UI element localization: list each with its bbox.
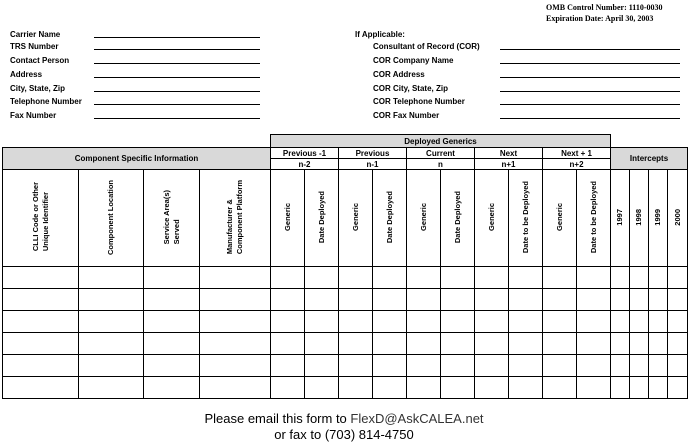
- address-label: Address: [10, 70, 43, 79]
- table-cell[interactable]: [649, 377, 668, 399]
- table-cell[interactable]: [144, 267, 200, 289]
- address-field[interactable]: [94, 77, 260, 78]
- table-cell[interactable]: [475, 311, 509, 333]
- table-cell[interactable]: [649, 311, 668, 333]
- table-cell[interactable]: [441, 377, 475, 399]
- generic-group-sub: n: [407, 159, 475, 170]
- city-state-zip-field[interactable]: [94, 91, 260, 92]
- cor-fax-number-label: COR Fax Number: [373, 111, 440, 120]
- generic-group-header: Previous: [339, 148, 407, 159]
- table-cell[interactable]: [630, 355, 649, 377]
- table-cell[interactable]: [271, 355, 305, 377]
- service-areas-header: Service Area(s) Served: [144, 170, 200, 267]
- table-cell[interactable]: [475, 333, 509, 355]
- date-col-header: Date Deployed: [305, 170, 339, 267]
- table-cell[interactable]: [543, 377, 577, 399]
- table-cell[interactable]: [373, 333, 407, 355]
- fax-number-field[interactable]: [94, 118, 260, 119]
- carrier-name-field[interactable]: [94, 37, 260, 38]
- generic-group-sub: n-1: [339, 159, 407, 170]
- table-cell[interactable]: [200, 267, 271, 289]
- table-cell[interactable]: [509, 355, 543, 377]
- table-cell[interactable]: [407, 311, 441, 333]
- table-cell[interactable]: [475, 377, 509, 399]
- table-cell[interactable]: [630, 377, 649, 399]
- table-cell[interactable]: [407, 289, 441, 311]
- table-cell[interactable]: [441, 333, 475, 355]
- table-row: [3, 333, 688, 355]
- fax-number-label: Fax Number: [10, 111, 57, 120]
- table-cell[interactable]: [577, 311, 611, 333]
- table-cell[interactable]: [630, 311, 649, 333]
- table-cell[interactable]: [305, 289, 339, 311]
- cor-company-name-field[interactable]: [500, 63, 680, 64]
- generic-col-header: Generic: [475, 170, 509, 267]
- intercepts-header: Intercepts: [611, 148, 688, 170]
- table-cell[interactable]: [668, 377, 688, 399]
- deployed-generics-header: Deployed Generics: [271, 135, 611, 148]
- omb-expiration-date: Expiration Date: April 30, 2003: [546, 14, 654, 23]
- table-cell[interactable]: [79, 377, 144, 399]
- table-cell[interactable]: [144, 355, 200, 377]
- footer-email-prefix: Please email this form to: [204, 411, 351, 426]
- table-cell[interactable]: [668, 267, 688, 289]
- table-cell[interactable]: [577, 377, 611, 399]
- table-cell[interactable]: [79, 333, 144, 355]
- table-cell[interactable]: [144, 311, 200, 333]
- table-cell[interactable]: [339, 377, 373, 399]
- if-applicable-heading: If Applicable:: [355, 30, 405, 39]
- table-cell[interactable]: [271, 377, 305, 399]
- carrier-name-label: Carrier Name: [10, 30, 61, 39]
- table-cell[interactable]: [475, 355, 509, 377]
- table-cell[interactable]: [543, 267, 577, 289]
- component-info-header: Component Specific Information: [3, 148, 271, 170]
- generic-group-sub: n+1: [475, 159, 543, 170]
- table-cell[interactable]: [3, 355, 79, 377]
- generic-group-header: Next: [475, 148, 543, 159]
- table-cell[interactable]: [407, 377, 441, 399]
- table-cell[interactable]: [3, 267, 79, 289]
- table-cell[interactable]: [339, 311, 373, 333]
- generic-group-header: Next + 1: [543, 148, 611, 159]
- generic-group-sub: n-2: [271, 159, 339, 170]
- table-cell[interactable]: [3, 311, 79, 333]
- generic-col-header: Generic: [339, 170, 373, 267]
- table-cell[interactable]: [200, 355, 271, 377]
- table-cell[interactable]: [543, 311, 577, 333]
- table-cell[interactable]: [79, 289, 144, 311]
- table-cell[interactable]: [630, 289, 649, 311]
- table-cell[interactable]: [668, 289, 688, 311]
- table-cell[interactable]: [543, 355, 577, 377]
- table-cell[interactable]: [509, 289, 543, 311]
- table-cell[interactable]: [577, 267, 611, 289]
- table-cell[interactable]: [271, 311, 305, 333]
- table-row: [3, 267, 688, 289]
- table-cell[interactable]: [577, 333, 611, 355]
- table-cell[interactable]: [144, 377, 200, 399]
- table-cell[interactable]: [305, 333, 339, 355]
- table-cell[interactable]: [509, 333, 543, 355]
- table-cell[interactable]: [649, 333, 668, 355]
- cor-field[interactable]: [500, 49, 680, 50]
- generic-col-header: Generic: [543, 170, 577, 267]
- table-cell[interactable]: [441, 289, 475, 311]
- table-cell[interactable]: [3, 333, 79, 355]
- table-cell[interactable]: [144, 289, 200, 311]
- table-cell[interactable]: [200, 377, 271, 399]
- table-row: [3, 355, 688, 377]
- table-cell[interactable]: [475, 267, 509, 289]
- year-col-header: 2000: [668, 170, 688, 267]
- table-cell[interactable]: [407, 355, 441, 377]
- table-cell[interactable]: [543, 289, 577, 311]
- table-cell[interactable]: [407, 267, 441, 289]
- table-cell[interactable]: [200, 333, 271, 355]
- manufacturer-header: Manufacturer & Component Platform: [200, 170, 271, 267]
- table-cell[interactable]: [373, 377, 407, 399]
- table-cell[interactable]: [649, 267, 668, 289]
- table-cell[interactable]: [305, 267, 339, 289]
- table-cell[interactable]: [611, 267, 630, 289]
- cor-city-state-zip-field[interactable]: [500, 91, 680, 92]
- generic-group-header: Previous -1: [271, 148, 339, 159]
- table-cell[interactable]: [200, 311, 271, 333]
- telephone-number-field[interactable]: [94, 104, 260, 105]
- table-cell[interactable]: [200, 289, 271, 311]
- contact-person-label: Contact Person: [10, 56, 70, 65]
- year-col-header: 1998: [630, 170, 649, 267]
- table-cell[interactable]: [373, 267, 407, 289]
- date-col-header: Date Deployed: [441, 170, 475, 267]
- table-cell[interactable]: [305, 377, 339, 399]
- table-cell[interactable]: [3, 377, 79, 399]
- table-cell[interactable]: [441, 311, 475, 333]
- table-cell[interactable]: [649, 289, 668, 311]
- table-cell[interactable]: [305, 311, 339, 333]
- table-cell[interactable]: [668, 333, 688, 355]
- table-cell[interactable]: [441, 355, 475, 377]
- table-cell[interactable]: [339, 267, 373, 289]
- generic-group-sub: n+2: [543, 159, 611, 170]
- table-cell[interactable]: [475, 289, 509, 311]
- table-cell[interactable]: [373, 289, 407, 311]
- table-cell[interactable]: [373, 355, 407, 377]
- generic-col-header: Generic: [271, 170, 305, 267]
- generic-col-header: Generic: [407, 170, 441, 267]
- city-state-zip-label: City, State, Zip: [10, 84, 65, 93]
- table-cell[interactable]: [79, 267, 144, 289]
- table-cell[interactable]: [441, 267, 475, 289]
- table-cell[interactable]: [305, 355, 339, 377]
- cor-address-label: COR Address: [373, 70, 425, 79]
- footer-email-line: [0, 411, 688, 426]
- table-body: [3, 267, 688, 399]
- cor-label: Consultant of Record (COR): [373, 42, 480, 51]
- table-cell[interactable]: [79, 311, 144, 333]
- table-cell[interactable]: [611, 377, 630, 399]
- table-cell[interactable]: [339, 333, 373, 355]
- table-cell[interactable]: [271, 267, 305, 289]
- telephone-number-label: Telephone Number: [10, 97, 82, 106]
- table-cell[interactable]: [611, 333, 630, 355]
- table-cell[interactable]: [339, 289, 373, 311]
- table-row: [3, 311, 688, 333]
- trs-number-label: TRS Number: [10, 42, 59, 51]
- year-col-header: 1999: [649, 170, 668, 267]
- table-cell[interactable]: [611, 355, 630, 377]
- footer-email-link[interactable]: FlexD@AskCALEA.net: [350, 411, 484, 426]
- table-cell[interactable]: [668, 311, 688, 333]
- table-row: [3, 377, 688, 399]
- year-col-header: 1997: [611, 170, 630, 267]
- trs-number-field[interactable]: [94, 49, 260, 50]
- contact-person-field[interactable]: [94, 63, 260, 64]
- omb-control-number: OMB Control Number: 1110-0030: [546, 3, 663, 12]
- date-col-header: Date to be Deployed: [509, 170, 543, 267]
- cor-company-name-label: COR Company Name: [373, 56, 454, 65]
- table-cell[interactable]: [339, 355, 373, 377]
- table-cell[interactable]: [630, 267, 649, 289]
- table-cell[interactable]: [509, 311, 543, 333]
- cor-fax-number-field[interactable]: [500, 118, 680, 119]
- table-cell[interactable]: [668, 355, 688, 377]
- table-cell[interactable]: [543, 333, 577, 355]
- table-cell[interactable]: [3, 289, 79, 311]
- date-col-header: Date Deployed: [373, 170, 407, 267]
- cor-telephone-number-label: COR Telephone Number: [373, 97, 465, 106]
- table-cell[interactable]: [577, 289, 611, 311]
- component-location-header: Component Location: [79, 170, 144, 267]
- table-cell[interactable]: [407, 333, 441, 355]
- generic-group-header: Current: [407, 148, 475, 159]
- date-col-header: Date to be Deployed: [577, 170, 611, 267]
- table-cell[interactable]: [271, 289, 305, 311]
- table-cell[interactable]: [144, 333, 200, 355]
- cor-address-field[interactable]: [500, 77, 680, 78]
- table-cell[interactable]: [79, 355, 144, 377]
- table-cell[interactable]: [577, 355, 611, 377]
- table-cell[interactable]: [509, 377, 543, 399]
- table-cell[interactable]: [649, 355, 668, 377]
- cor-city-state-zip-label: COR City, State, Zip: [373, 84, 448, 93]
- table-row: [3, 289, 688, 311]
- table-cell[interactable]: [611, 289, 630, 311]
- clli-code-header: CLLI Code or Other Unique Identifier: [3, 170, 79, 267]
- table-cell[interactable]: [630, 333, 649, 355]
- table-cell[interactable]: [509, 267, 543, 289]
- table-cell[interactable]: [611, 311, 630, 333]
- table-cell[interactable]: [373, 311, 407, 333]
- footer-fax-line: or fax to (703) 814-4750: [274, 427, 414, 442]
- deployment-table: [2, 134, 688, 399]
- table-cell[interactable]: [271, 333, 305, 355]
- cor-telephone-number-field[interactable]: [500, 104, 680, 105]
